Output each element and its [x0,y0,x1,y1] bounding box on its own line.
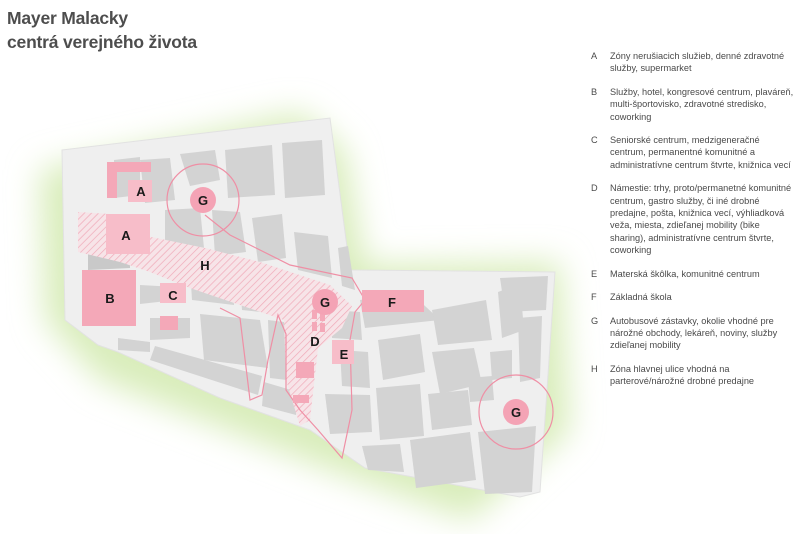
legend-key: E [591,268,598,279]
legend-key: H [591,363,598,374]
legend-item-c [591,134,796,171]
legend-key: D [591,183,598,194]
map-label-g3: G [510,405,522,420]
title-line-1: Mayer Malacky [7,8,128,28]
map-label-a2: A [121,228,131,243]
map-label-f: F [388,295,396,310]
map-legend [591,50,796,399]
map-label-d: D [310,334,320,349]
legend-text: Služby, hotel, kongresové centrum, plaváreň, multi-športovisko, zdravotné stredisko, coworking [610,86,794,122]
legend-text: Zóna hlavnej ulice vhodná na parterové/nárožné drobné predajne [610,363,755,387]
map-label-a1: A [136,184,146,199]
map-label-g2: G [319,295,331,310]
legend-text: Námestie: trhy, proto/permanetné komunitné centrum, gastro služby, či iné drobné predajne, pošta, knižnica vecí, výhliadková veža, miesta, zdieľanej mobility (bike sharing), administratívne centrum štvrte, coworking [610,183,792,256]
map-label-h: H [200,258,210,273]
legend-text: Materská škôlka, komunitné centrum [610,268,760,279]
map-label-b: B [105,291,115,306]
legend-item-e [591,268,796,280]
legend-key: B [591,86,598,97]
legend-item-f [591,291,796,303]
legend-text: Zóny nerušiacich služieb, denné zdravotné služby, supermarket [610,51,785,74]
legend-key: F [591,292,597,303]
legend-key: C [591,135,598,146]
legend-item-d [591,182,796,256]
legend-key: A [591,51,598,61]
legend-item-g [591,315,796,352]
map-label-c: C [168,288,178,303]
legend-item-h [591,363,796,388]
title-line-2: centrá verejného života [7,32,197,52]
legend-text: Základná škola [610,292,672,303]
legend-item-b [591,86,796,123]
legend-text: Autobusové zástavky, okolie vhodné pre nárožné obchody, lekáreň, noviny, služby zdieľanej mobility [610,315,778,351]
map-label-g1: G [197,193,209,208]
map-label-e: E [339,347,349,362]
legend-text: Seniorské centrum, medzigeneračné centrum, permanentné komunitné a administratívne centrum štvrte, knižnica vecí [610,135,791,170]
legend-key: G [591,315,599,326]
legend-item-a [591,50,796,75]
